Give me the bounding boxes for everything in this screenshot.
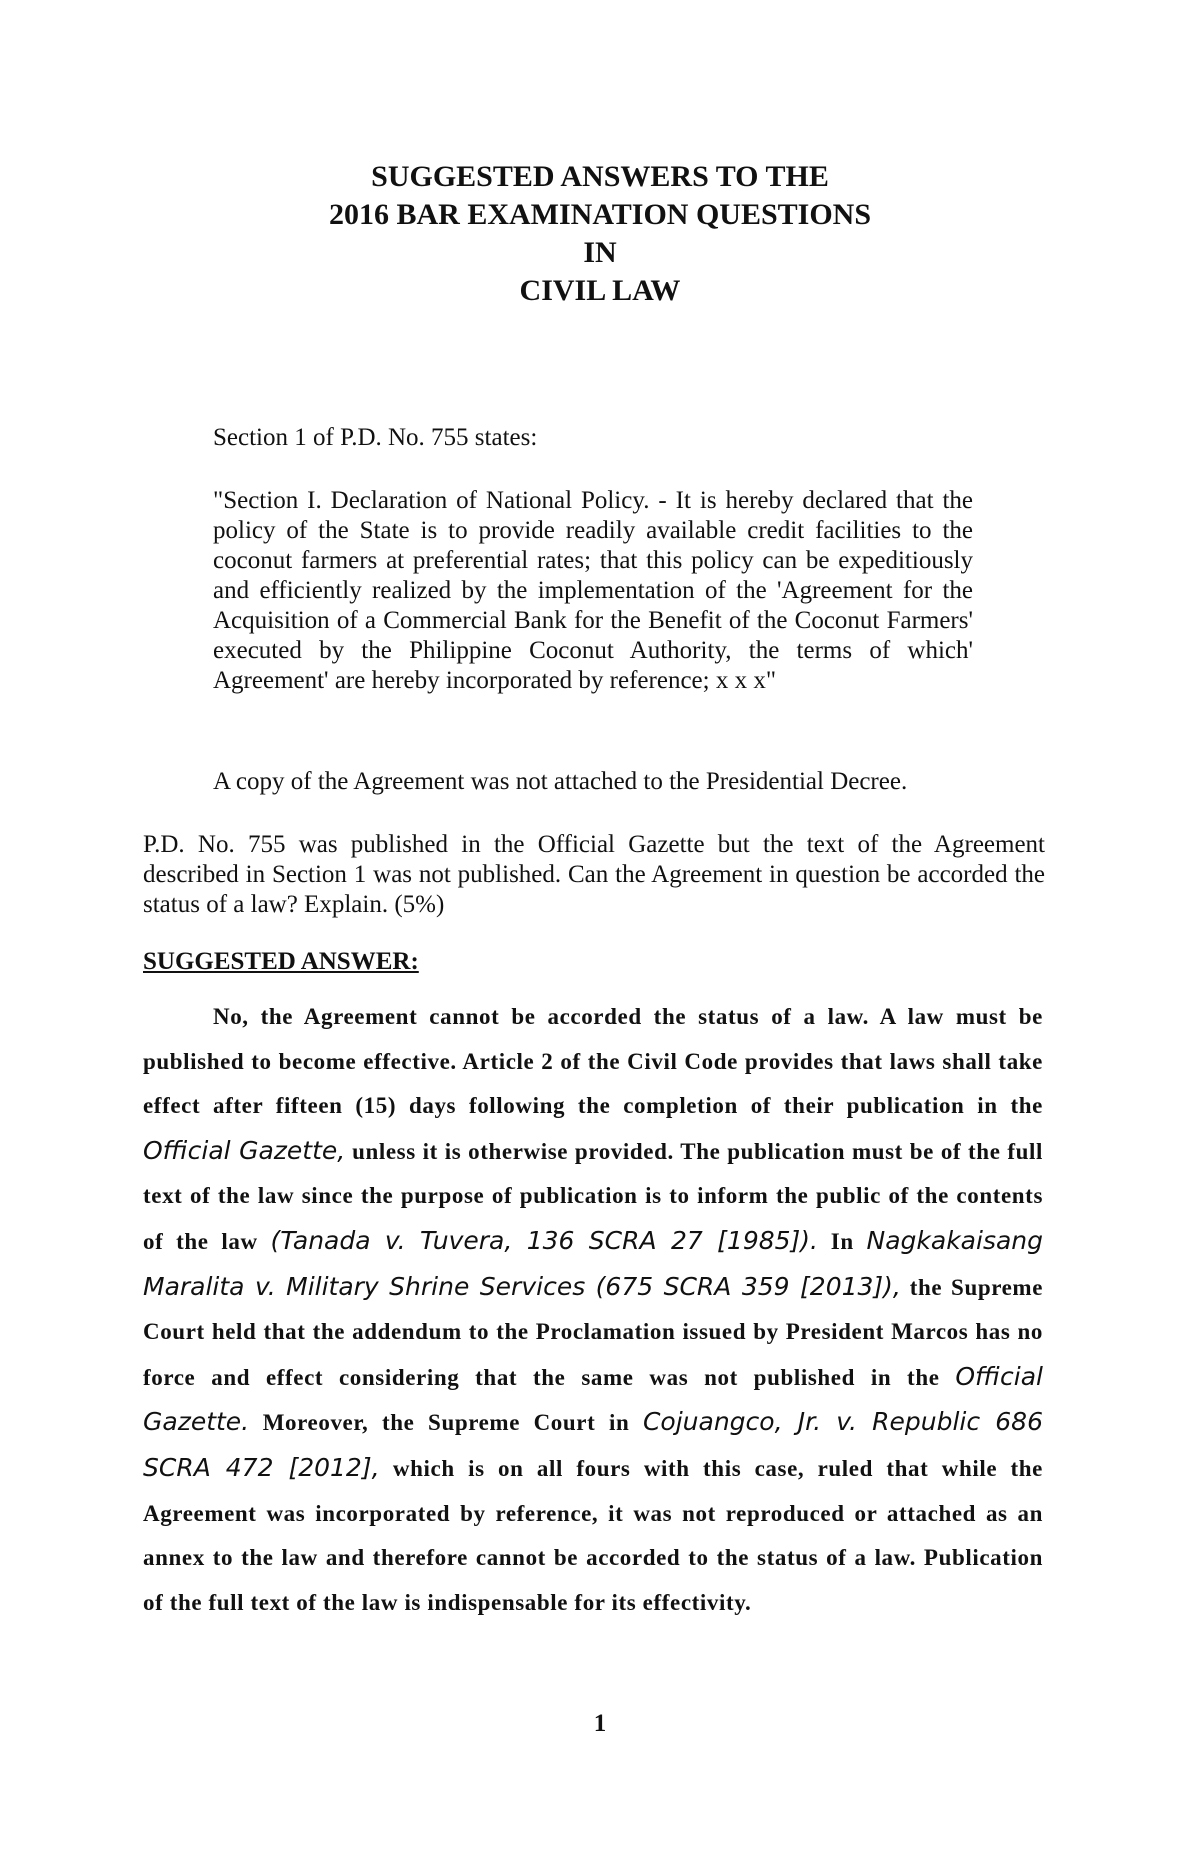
answer-text: No, the Agreement cannot be accorded the status of a law. A law must be published to become effective. Article 2 of the Civil Code provides that laws shall take effect after fifteen (15) days following the completion of their publication in the [143, 1004, 1043, 1119]
answer-citation: Nagkakaisang Maralita v. Military Shrine Services (675 SCRA 359 [2013]), [143, 1225, 1044, 1301]
title-line: IN [583, 236, 617, 269]
question-note: A copy of the Agreement was not attached to the Presidential Decree. [213, 768, 908, 795]
title-line: 2016 BAR EXAMINATION QUESTIONS [328, 198, 872, 231]
answer-citation: Official Gazette. [143, 1361, 1043, 1437]
quoted-section: "Section I. Declaration of National Policy. - It is hereby declared that the policy of the State is to provide readily available credit facilities to the coconut farmers at preferential rates; that this policy can be expeditiously and efficiently realized by the implementation of the 'Agreement for the Acquisition of a Commercial Bank for the Benefit of the Coconut Farmers' executed by the Philippine Coconut Authority, the terms of which' Agreement' are hereby incorporated by reference; x x x" [213, 487, 973, 694]
document-title [0, 158, 1200, 310]
question-text: P.D. No. 755 was published in the Official Gazette but the text of the Agreement described in Section 1 was not published. Can the Agreement in question be accorded the status of a law? Explain. (5%) [143, 831, 1045, 918]
answer-text: In [818, 1228, 867, 1254]
answer-text: the Supreme Court held that the addendum to the Proclamation issued by President Marcos has no force and effect considering that the same was not published in the [143, 1274, 1043, 1390]
answer-text: unless it is otherwise provided. The publication must be of the full text of the law since the purpose of publication is to inform the public of the contents of the law [143, 1138, 1044, 1254]
title-line: SUGGESTED ANSWERS TO THE [371, 160, 829, 193]
title-line: CIVIL LAW [519, 274, 681, 307]
question-intro: Section 1 of P.D. No. 755 states: [213, 424, 538, 451]
answer-citation: Cojuangco, Jr. v. Republic 686 SCRA 472 [2012], [143, 1407, 1043, 1482]
answer-paragraph [143, 995, 1043, 1625]
page-number: 1 [593, 1710, 607, 1737]
answer-citation: (Tanada v. Tuvera, 136 SCRA 27 [1985]). [270, 1225, 818, 1255]
answer-text: which is on all fours with this case, ruled that while the Agreement was incorporated by reference, it was not reproduced or attached as an annex to the law and therefore cannot be accorded to the status of a law. Publication of the full text of the law is indispensable for its effectivity. [143, 1455, 1043, 1615]
answer-heading: SUGGESTED ANSWER: [143, 948, 419, 975]
answer-text: Moreover, the Supreme Court in [249, 1410, 643, 1436]
answer-citation: Official Gazette, [143, 1135, 346, 1165]
